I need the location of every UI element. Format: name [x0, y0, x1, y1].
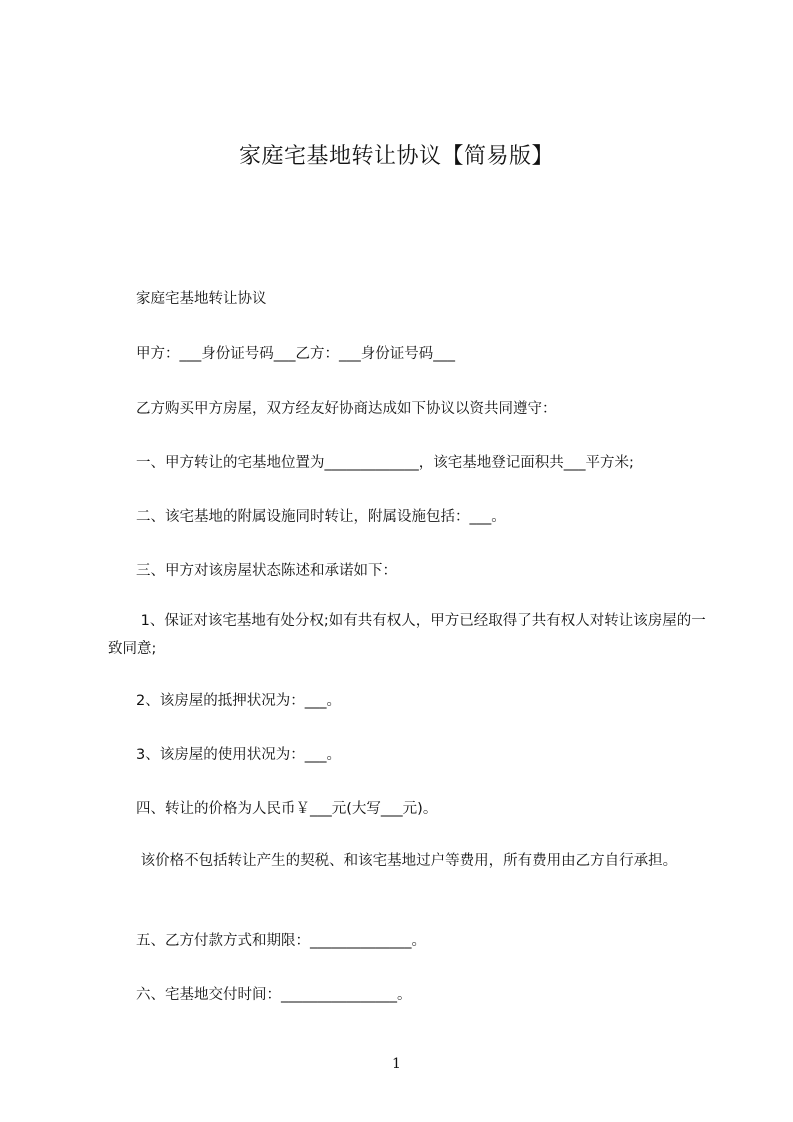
paragraph-clause-3-item-1: 1、保证对该宅基地有处分权;如有共有权人，甲方已经取得了共有权人对转让该房屋的一致同意; [108, 613, 706, 657]
paragraph-clause-5: 五、乙方付款方式和期限：______________。 [136, 933, 426, 949]
paragraph-clause-4: 四、转让的价格为人民币￥___元(大写___元)。 [136, 801, 438, 817]
paragraph-preamble: 乙方购买甲方房屋，双方经友好协商达成如下协议以资共同遵守： [136, 401, 557, 417]
paragraph-price-note: 该价格不包括转让产生的契税、和该宅基地过户等费用，所有费用由乙方自行承担。 [136, 853, 678, 869]
paragraph-clause-3: 三、甲方对该房屋状态陈述和承诺如下： [136, 563, 397, 579]
document-title: 家庭宅基地转让协议【简易版】 [238, 144, 554, 169]
paragraph-clause-6: 六、宅基地交付时间：________________。 [136, 987, 412, 1003]
paragraph-clause-3-item-3: 3、该房屋的使用状况为：___。 [136, 747, 341, 763]
page-number: 1 [392, 1056, 401, 1072]
paragraph-parties: 甲方：___身份证号码___乙方：___身份证号码___ [136, 346, 455, 362]
paragraph-clause-3-item-2: 2、该房屋的抵押状况为：___。 [136, 693, 341, 709]
paragraph-clause-1: 一、甲方转让的宅基地位置为_____________，该宅基地登记面积共___平方米; [136, 455, 634, 471]
paragraph-clause-2: 二、该宅基地的附属设施同时转让，附属设施包括：___。 [136, 509, 506, 525]
paragraph-subtitle: 家庭宅基地转让协议 [136, 291, 267, 307]
